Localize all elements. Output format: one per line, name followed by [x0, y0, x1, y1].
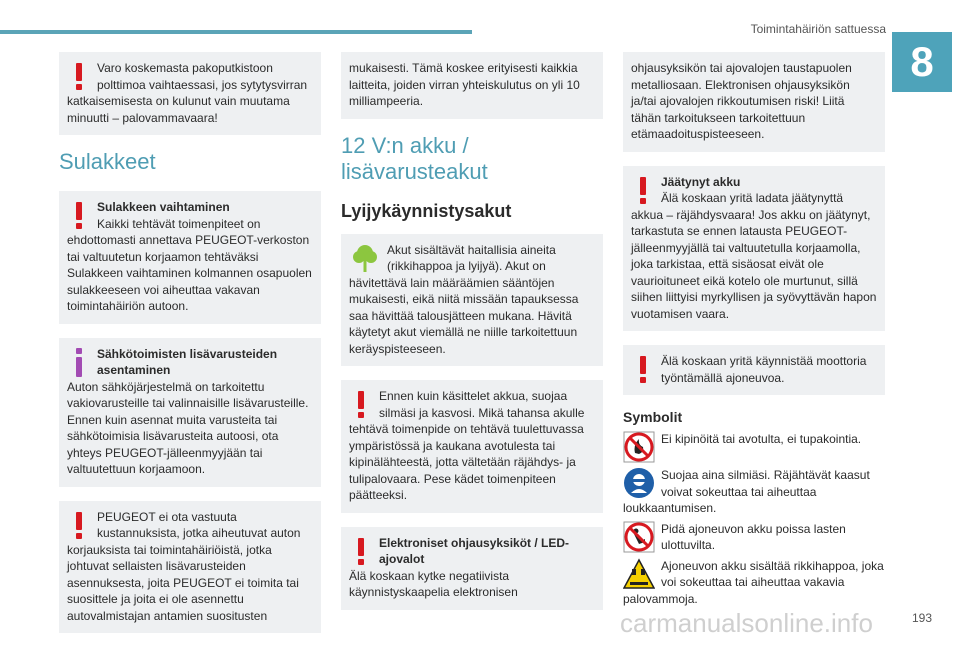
warning-icon [631, 174, 657, 207]
environment-box [341, 234, 603, 367]
warning-title: Jäätynyt akku [661, 174, 741, 189]
info-title: Sähkötoimisten lisävarusteiden asentaminen [97, 346, 278, 377]
warning-box [59, 191, 321, 324]
page-number: 193 [911, 611, 932, 625]
warning-text: Kaikki tehtävät toimenpiteet on ehdottomasti annettava PEUGEOT-verkoston tai valtuutetun korjaamon tehtäväksi Sulakkeen vaihtaminen kolmannen osapuolen sulakkeeseen voi aiheuttaa vakavan toimintahäiriön autoon. [67, 216, 312, 313]
continued-box [341, 52, 603, 119]
continued-text: ohjausyksikön tai ajovalojen taustapuolen metalliosaan. Elektronisen ohjausyksikön ja/tai ajovalojen rikkoutumisen riski! Liitä tähän tarkoitukseen tarkoitettuun etämaadoituspisteeseen. [631, 61, 852, 141]
warning-text: Älä koskaan yritä ladata jäätynyttä akkua – räjähdysvaara! Jos akku on jäätynyt, tarkastuta se ennen latausta PEUGEOT-jälleenmyyjällä tai valtuutetulla korjaamolla, joka tarkistaa, että sisäosat eivät ole vaurioituneet eikä kotelo ole murtunut, sillä siihen liittyisi myrkyllisen ja syövyttävän hapon vuotamisen vaara. [631, 191, 877, 321]
corrosive-icon [623, 558, 655, 590]
subsection-title: Lyijykäynnistysakut [341, 200, 512, 221]
keep-away-children-icon [623, 521, 655, 553]
symbols-title: Symbolit [623, 409, 683, 425]
symbol-item [623, 521, 885, 554]
warning-box [341, 527, 603, 610]
tree-icon [349, 242, 381, 274]
warning-box [59, 501, 321, 634]
section-title: 12 V:n akku / lisävarusteakut [341, 132, 488, 184]
warning-text: Älä koskaan kytke negatiivista käynnistyskaapelia elektronisen [349, 568, 518, 599]
info-box [59, 338, 321, 487]
warning-title: Elektroniset ohjausyksiköt / LED-ajovalot [379, 535, 570, 566]
warning-text: Varo koskemasta pakoputkistoon polttimoa vaihtaessasi, jos sytytysvirran katkaisemisesta on kulunut vain muutama minuutti – palovammavaara! [67, 61, 308, 125]
info-text: Auton sähköjärjestelmä on tarkoitettu vakiovarusteille tai valinnaisille lisävarusteille. Ennen kuin asennat muita varusteita tai sähkötoimisia lisävarusteita autoosi, ota yhteys PEUGEOT-jälleenmyyjään tai valtuutettuun korjaamoon. [67, 379, 309, 476]
warning-text: PEUGEOT ei ota vastuuta kustannuksista, jotka aiheutuvat auton korjauksista tai toimintahäiriöistä, jotka johtuvat sellaisten lisävarusteiden asennuksesta, joita PEUGEOT ei toimita tai suosittele ja joita ei ole asennettu autovalmistajan antamien suositusten [67, 509, 301, 623]
warning-icon [67, 509, 93, 542]
warning-icon [67, 199, 93, 232]
warning-text: Älä koskaan yritä käynnistää moottoria työntämällä ajoneuvoa. [661, 354, 867, 385]
header-rule [0, 30, 472, 34]
warning-icon [67, 60, 93, 93]
info-icon [67, 346, 93, 379]
symbol-text: Pidä ajoneuvon akku poissa lasten ulottuvilta. [661, 521, 846, 552]
column-2 [341, 52, 603, 624]
warning-box [623, 345, 885, 395]
eye-protection-icon [623, 467, 655, 499]
column-3 [623, 52, 885, 611]
environment-text: Akut sisältävät haitallisia aineita (rikkihappoa ja lyijyä). Akut on hävitettävä lain määräämien sääntöjen mukaisesti, eikä niitä missään tapauksessa saa hävittää talousjätteen mukana. Hävitä käytetyt akut viemällä ne niille tarkoitettuun keräyspisteeseen. [349, 242, 579, 356]
symbol-item [623, 431, 885, 463]
continued-text: mukaisesti. Tämä koskee erityisesti kaikkia laitteita, joiden virran yhteiskulutus on yli 10 milliampeeria. [349, 61, 580, 108]
symbol-item [623, 558, 885, 608]
symbol-text: Ajoneuvon akku sisältää rikkihappoa, joka voi sokeuttaa tai aiheuttaa vakavia palovammoja. [623, 558, 884, 606]
warning-title: Sulakkeen vaihtaminen [97, 200, 230, 214]
chapter-badge: 8 [892, 32, 952, 92]
page-header-title: Toimintahäiriön sattuessa [750, 22, 886, 36]
section-title: Sulakkeet [59, 149, 156, 174]
column-1 [59, 52, 321, 647]
symbol-text: Ei kipinöitä tai avotulta, ei tupakointia. [661, 432, 862, 446]
watermark: carmanualsonline.info [620, 608, 873, 638]
symbol-text: Suojaa aina silmiäsi. Räjähtävät kaasut voivat sokeuttaa tai aiheuttaa loukkaantumisen. [623, 468, 870, 515]
warning-box [341, 380, 603, 513]
warning-box [59, 52, 321, 135]
no-fire-icon [623, 431, 655, 463]
warning-icon [349, 388, 375, 421]
warning-icon [349, 535, 375, 568]
warning-icon [631, 353, 657, 386]
continued-box [623, 52, 885, 152]
warning-text: Ennen kuin käsittelet akkua, suojaa silmäsi ja kasvosi. Mikä tahansa akulle tehtävä toimenpide on tehtävä tuulettuvassa ympäristössä ja kaukana avotulesta tai kipinälähteestä, jotta vältetään räjähdys- ja tulipalovaara. Pese kädet toimenpiteen päätteeksi. [349, 389, 585, 502]
symbol-item [623, 467, 885, 517]
warning-box [623, 166, 885, 332]
